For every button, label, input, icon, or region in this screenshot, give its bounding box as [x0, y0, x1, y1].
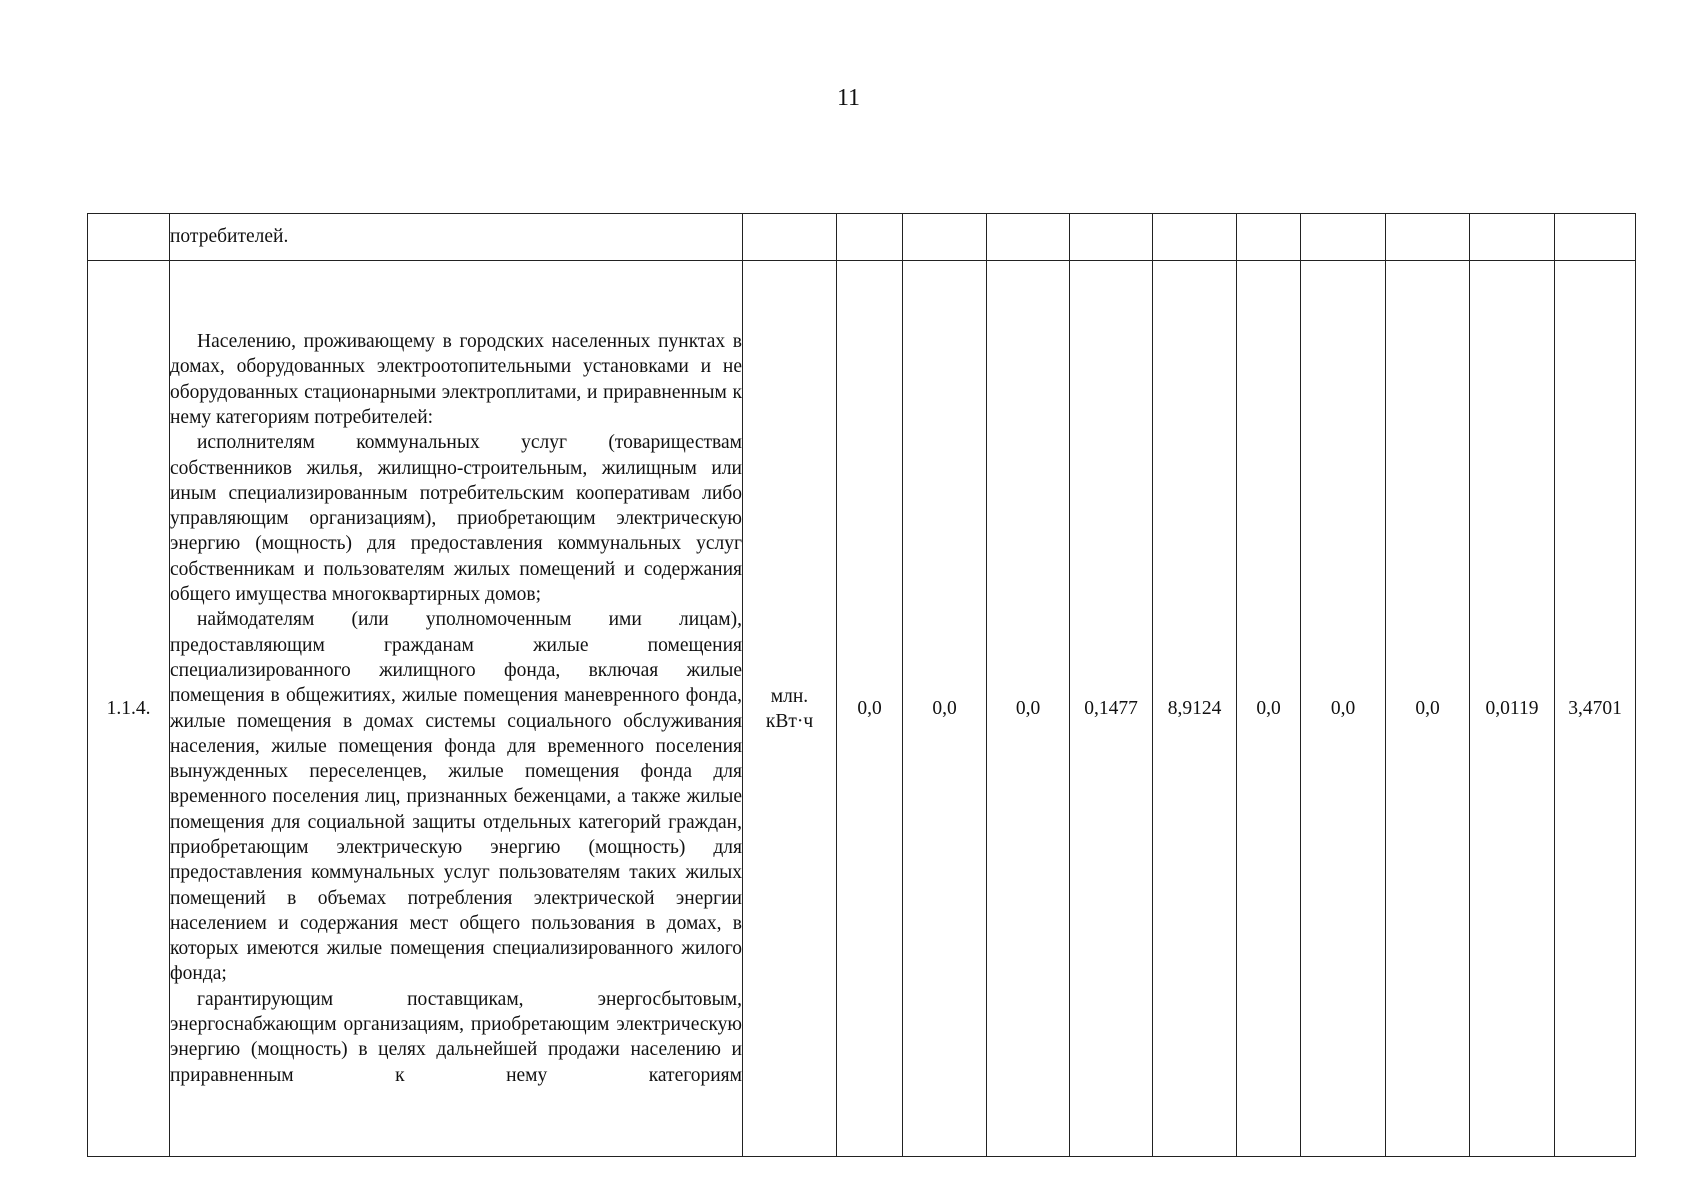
value-cell: 0,0	[1386, 261, 1470, 1157]
value-cell: 0,0119	[1470, 261, 1555, 1157]
value-cell: 0,0	[1301, 261, 1386, 1157]
value-cell: 3,4701	[1555, 261, 1636, 1157]
description-paragraph: Населению, проживающему в городских населенных пунктах в домах, оборудованных электроотопительными установками и не оборудованных стационарными электроплитами, и приравненным к нему категориям потребителей:	[170, 331, 742, 428]
value-cell	[1386, 214, 1470, 261]
tariff-table	[87, 213, 1636, 1157]
value-cell: 0,0	[903, 261, 987, 1157]
value-cell: 0,0	[987, 261, 1070, 1157]
value-cell	[1301, 214, 1386, 261]
table-row	[88, 214, 1636, 261]
row-number-cell	[88, 214, 170, 261]
page-number: 11	[836, 85, 861, 111]
value-cell	[987, 214, 1070, 261]
value-cell: 8,9124	[1153, 261, 1237, 1157]
value-cell	[837, 214, 903, 261]
unit-cell	[743, 214, 837, 261]
value-cell: 0,1477	[1070, 261, 1153, 1157]
description-paragraph: наймодателям (или уполномоченным ими лицам), предоставляющим гражданам жилые помещения специализированного жилищного фонда, включая жилые помещения в общежитиях, жилые помещения маневренного фонда, жилые помещения в домах системы социального обслуживания населения, жилые помещения фонда для временного поселения вынужденных переселенцев, жилые помещения фонда для временного поселения лиц, признанных беженцами, а также жилые помещения для социальной защиты отдельных категорий граждан, приобретающим электрическую энергию (мощность) для предоставления коммунальных услуг пользователям таких жилых помещений в объемах потребления электрической энергии населением и содержания мест общего пользования в домах, в которых имеются жилые помещения специализированного жилого фонда;	[170, 609, 742, 985]
value-cell	[903, 214, 987, 261]
unit-line: млн.	[770, 685, 809, 707]
value-cell: 0,0	[1237, 261, 1301, 1157]
value-cell	[1237, 214, 1301, 261]
description-paragraph: исполнителям коммунальных услуг (товариществам собственников жилья, жилищно-строительным, жилищным или иным специализированным потребительским кооперативам либо управляющим организациям), приобретающим электрическую энергию (мощность) для предоставления коммунальных услуг собственникам и пользователям жилых помещений и содержания общего имущества многоквартирных домов;	[170, 432, 742, 606]
value-cell	[1070, 214, 1153, 261]
value-cell: 0,0	[837, 261, 903, 1157]
description-cell: потребителей.	[170, 214, 743, 261]
value-cell	[1555, 214, 1636, 261]
table-row	[88, 261, 1636, 1157]
description-cell	[170, 261, 743, 1157]
description-paragraph: гарантирующим поставщикам, энергосбытовым, энергоснабжающим организациям, приобретающим электрическую энергию (мощность) в целях дальнейшей продажи населению и приравненным к нему категориям	[170, 988, 742, 1086]
value-cell	[1153, 214, 1237, 261]
unit-line: кВт·ч	[765, 710, 814, 732]
value-cell	[1470, 214, 1555, 261]
row-number-cell: 1.1.4.	[88, 261, 170, 1157]
unit-cell	[743, 261, 837, 1157]
